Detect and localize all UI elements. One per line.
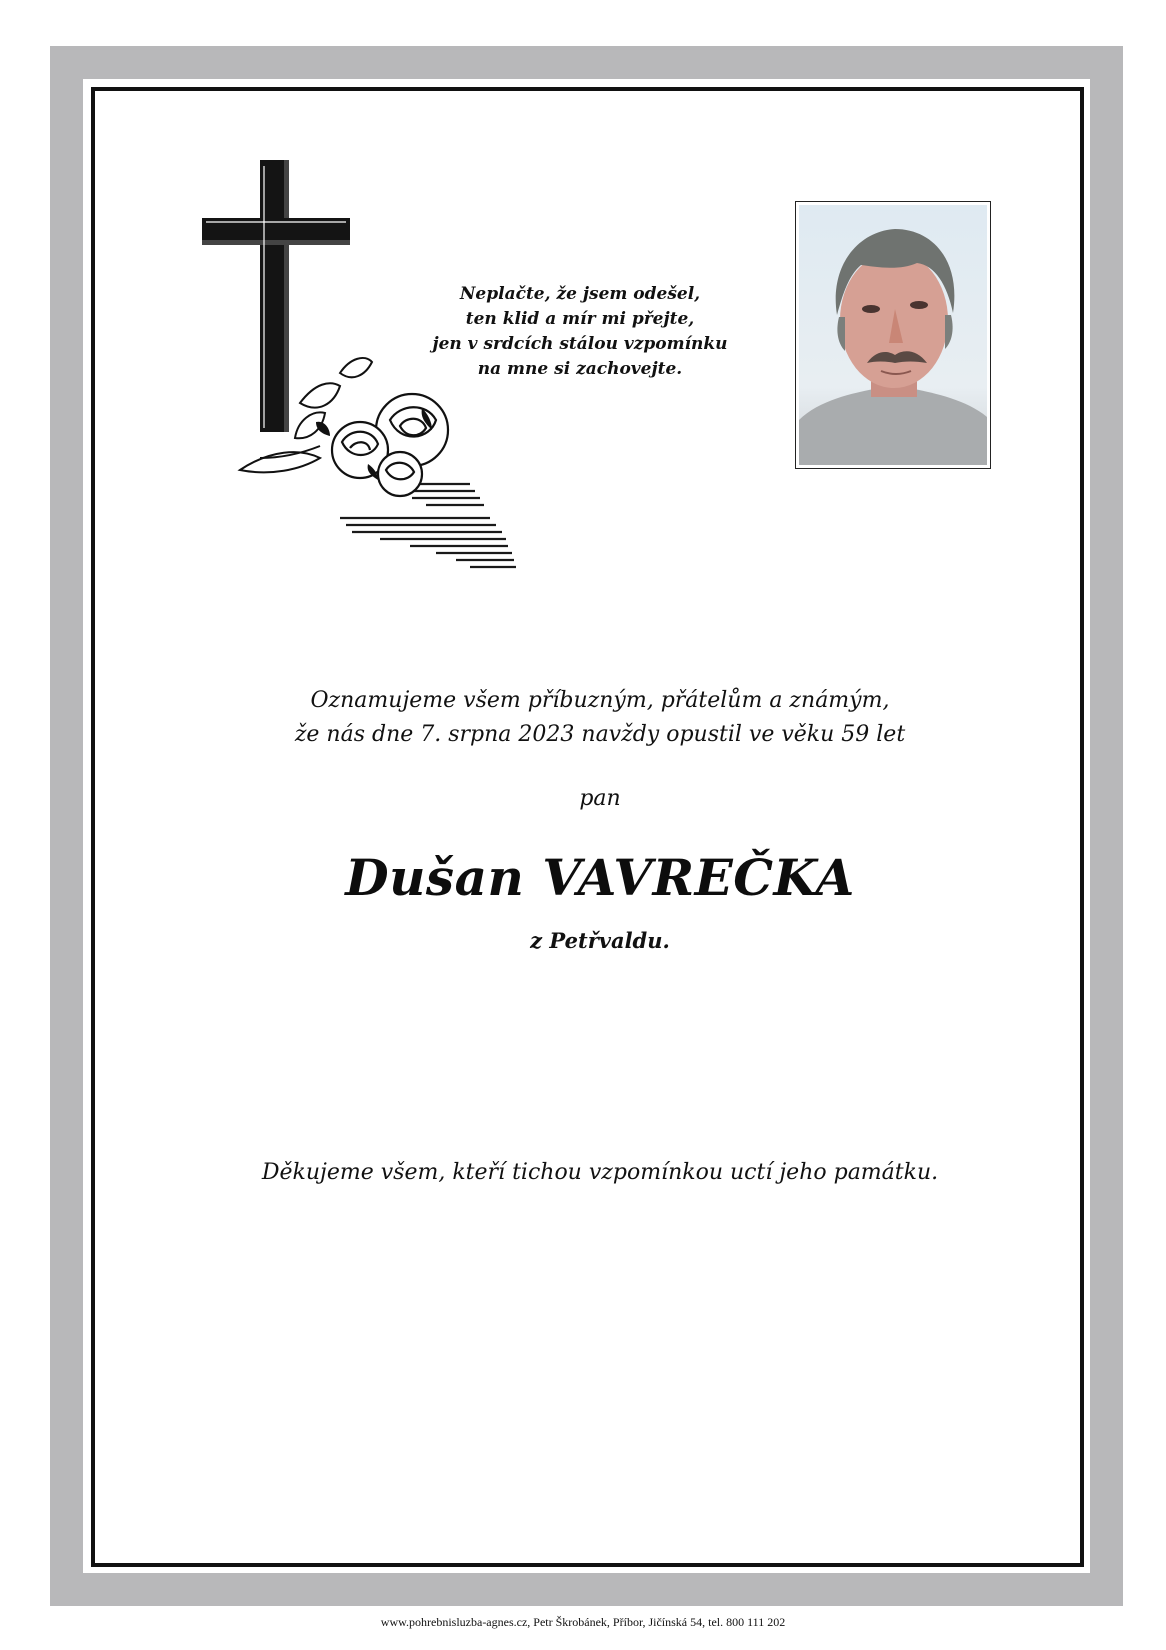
poem-line: jen v srdcích stálou vzpomínku (432, 334, 728, 354)
memorial-poem (400, 282, 760, 382)
poem-line: Neplačte, že jsem odešel, (459, 284, 701, 304)
announcement-line: že nás dne 7. srpna 2023 navždy opustil ve věku 59 let (294, 722, 906, 747)
portrait-photo-frame (795, 201, 991, 469)
portrait-photo-icon (799, 205, 987, 465)
honorific: pan (579, 786, 621, 811)
deceased-name: Dušan VAVREČKA (345, 848, 855, 907)
funeral-service-footer: www.pohrebnisluzba-agnes.cz, Petr Škrobánek, Příbor, Jičínská 54, tel. 800 111 202 (380, 1615, 786, 1629)
announcement-text (100, 684, 1100, 752)
deceased-origin: z Petřvaldu. (530, 928, 670, 953)
poem-line: ten klid a mír mi přejte, (465, 309, 695, 329)
poem-line: na mne si zachovejte. (477, 359, 683, 379)
announcement-line: Oznamujeme všem příbuzným, přátelům a známým, (310, 688, 890, 713)
thanks-text: Děkujeme všem, kteří tichou vzpomínkou uctí jeho památku. (261, 1160, 939, 1185)
